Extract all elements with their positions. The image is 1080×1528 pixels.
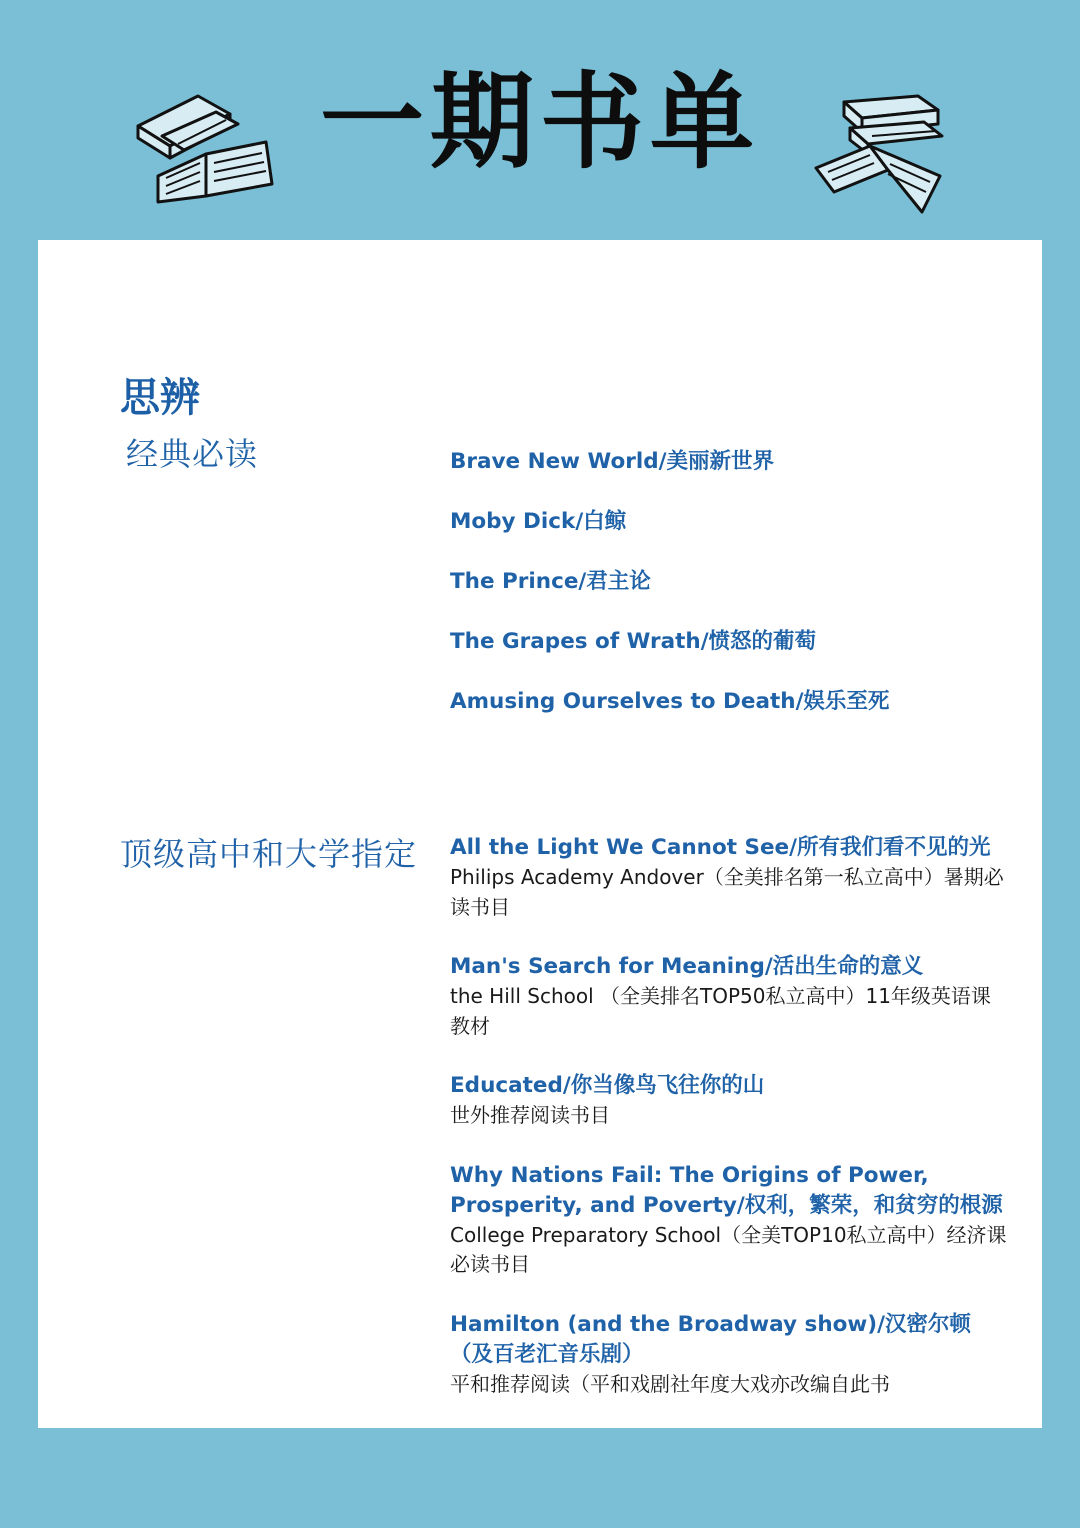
book-note: 平和推荐阅读（平和戏剧社年度大戏亦改编自此书 <box>450 1371 890 1396</box>
section-label-classics: 经典必读 <box>126 435 259 473</box>
designated-list <box>450 833 1010 1429</box>
book-title: Amusing Ourselves to Death/娱乐至死 <box>450 689 890 714</box>
book-note: College Preparatory School（全美TOP10私立高中）经济课必读书目 <box>450 1222 1007 1276</box>
category-title: 思辨 <box>120 375 200 421</box>
book-title: Man's Search for Meaning/活出生命的意义 <box>450 954 924 979</box>
book-list-card <box>38 240 1042 1428</box>
books-stack-icon <box>128 84 278 209</box>
book-note: Philips Academy Andover（全美排名第一私立高中）暑期必读书目 <box>450 865 1004 919</box>
section-label-designated: 顶级高中和大学指定 <box>120 835 418 873</box>
book-title: Hamilton (and the Broadway show)/汉密尔顿（及百老汇音乐剧） <box>450 1311 971 1367</box>
book-title: Moby Dick/白鲸 <box>450 509 627 534</box>
list-item <box>450 1071 1010 1131</box>
book-title: The Prince/君主论 <box>450 569 651 594</box>
list-item <box>450 1310 1010 1400</box>
book-title: Why Nations Fail: The Origins of Power, Prosperity, and Poverty/权利，繁荣，和贫穷的根源 <box>450 1162 1003 1218</box>
list-item <box>450 833 1010 922</box>
books-stack-icon <box>810 88 950 218</box>
book-title: Educated/你当像鸟飞往你的山 <box>450 1073 765 1098</box>
book-note: 世外推荐阅读书目 <box>450 1103 610 1127</box>
book-title: The Grapes of Wrath/愤怒的葡萄 <box>450 629 817 654</box>
header <box>0 0 1080 240</box>
book-title: Brave New World/美丽新世界 <box>450 449 774 474</box>
list-item <box>450 1161 1010 1280</box>
book-title: All the Light We Cannot See/所有我们看不见的光 <box>450 835 991 860</box>
list-item <box>450 952 1010 1041</box>
page-title: 一期书单 <box>319 61 760 183</box>
classics-list <box>450 447 1010 747</box>
book-note: the Hill School （全美排名TOP50私立高中）11年级英语课教材 <box>450 984 991 1038</box>
